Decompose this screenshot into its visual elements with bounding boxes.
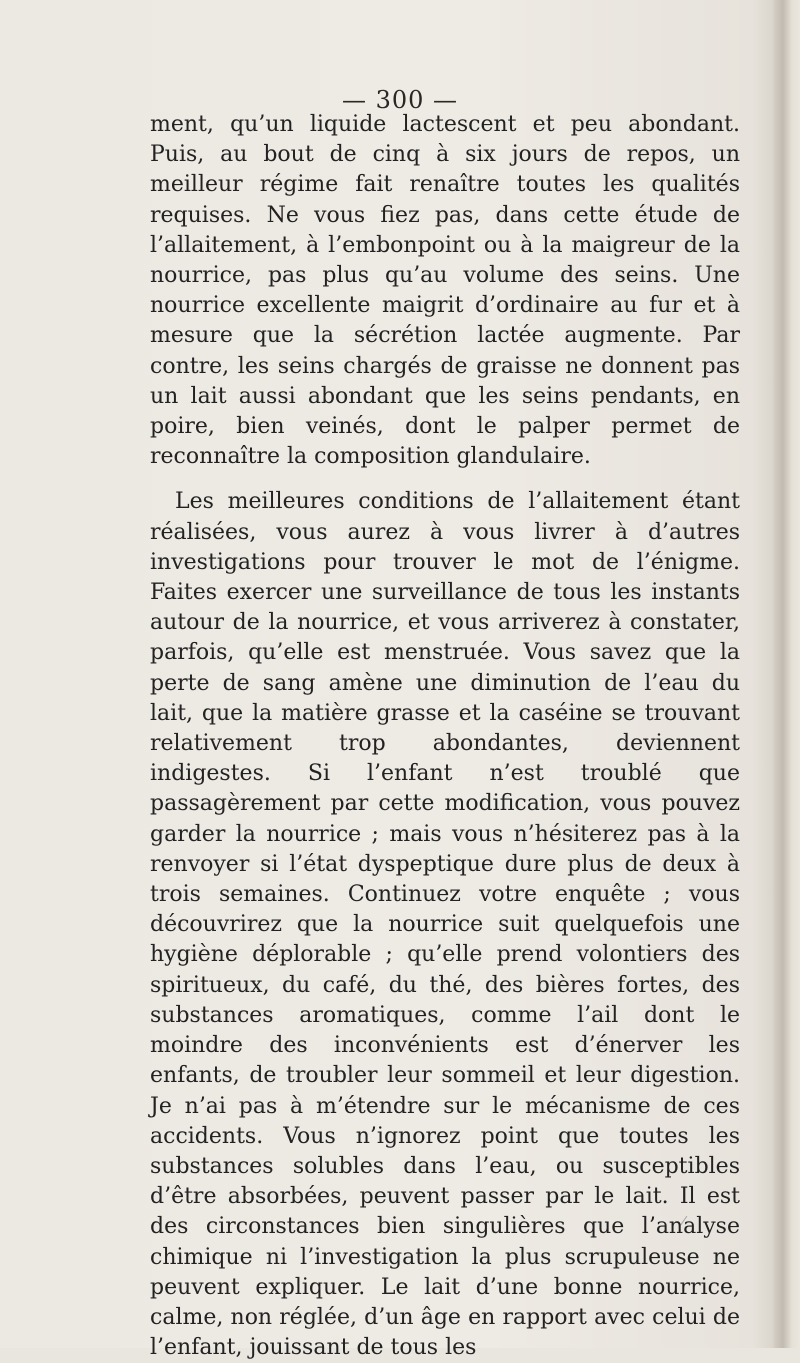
paragraph-2: Les meilleures conditions de l’allaitement étant réalisées, vous aurez à vous livrer à d’autres investigations pour trouver le mot de l’énigme. Faites exercer une surveillance de tous les instants autour de la nourrice, et vous arriverez à constater, parfois, qu’elle est menstruée. Vous savez que la perte de sang amène une diminution de l’eau du lait, que la matière grasse et la caséine se trouvant relativement trop abondantes, deviennent indigestes. Si l’enfant n’est troublé que passagèrement par cette modification, vous pouvez garder la nourrice ; mais vous n’hésiterez pas à la renvoyer si l’état dyspeptique dure plus de deux à trois semaines. Continuez votre enquête ; vous découvrirez que la nourrice suit quelquefois une hygiène déplorable ; qu’elle prend volontiers des spiritueux, du café, du thé, des bières fortes, des substances aromatiques, comme l’ail dont le moindre des inconvénients est d’énerver les enfants, de troubler leur sommeil et leur digestion. Je n’ai pas à m’étendre sur le mécanisme de ces accidents. Vous n’ignorez point que toutes les substances solubles dans l’eau, ou susceptibles d’être absorbées, peuvent passer par le lait. Il est des circonstances bien singulières que l’analyse chimique ni l’investigation la plus scrupuleuse ne peuvent expliquer. Le lait d’une bonne nourrice, calme, non réglée, d’un âge en rapport avec celui de l’enfant, jouissant de tous les	[150, 489, 740, 1361]
page-edge-shadow	[772, 0, 792, 1348]
paragraph-1: ment, qu’un liquide lactescent et peu abondant. Puis, au bout de cinq à six jours de repos, un meilleur régime fait renaître toutes les qualités requises. Ne vous fiez pas, dans cette étude de l’allaitement, à l’embonpoint ou à la maigreur de la nourrice, pas plus qu’au volume des seins. Une nourrice excellente maigrit d’ordinaire au fur et à mesure que la sécrétion lactée augmente. Par contre, les seins chargés de graisse ne donnent pas un lait aussi abondant que les seins pendants, en poire, bien veinés, dont le palper permet de reconnaître la composition glandulaire.	[150, 112, 740, 470]
page-number: — 300 —	[341, 86, 459, 114]
body-text	[150, 110, 740, 1363]
